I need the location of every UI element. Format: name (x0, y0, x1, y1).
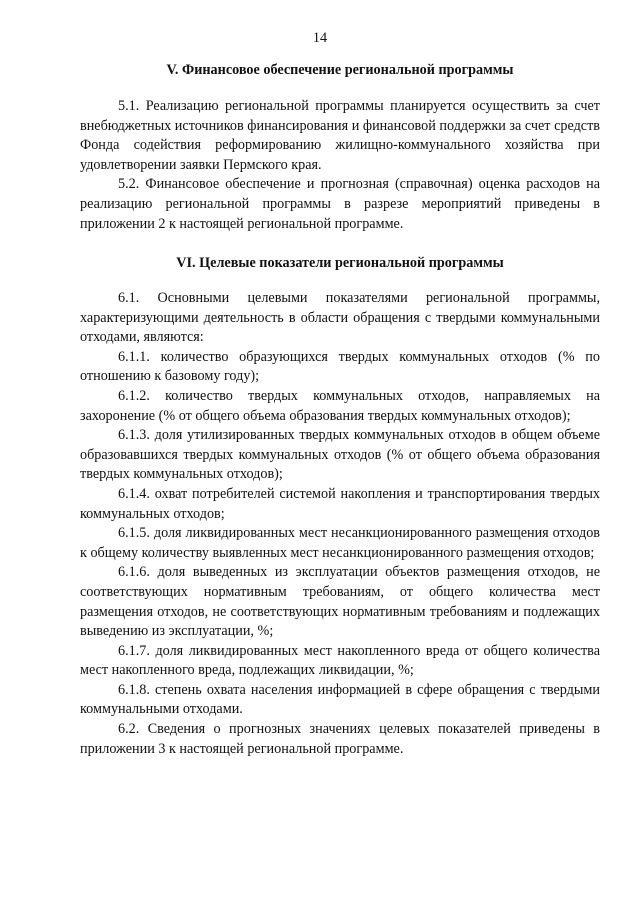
paragraph-6-1-1: 6.1.1. количество образующихся твердых коммунальных отходов (% по отношению к базовому году); (80, 348, 600, 385)
paragraph-5-1: 5.1. Реализацию региональной программы планируется осуществить за счет внебюджетных источников финансирования и финансовой поддержки за счет средств Фонда содействия реформированию жилищно-коммунального хозяйства при удовлетворении заявки Пермского края. (80, 98, 600, 173)
paragraph-5-2: 5.2. Финансовое обеспечение и прогнозная (справочная) оценка расходов на реализацию региональной программы в разрезе мероприятий приведены в приложении 2 к настоящей региональной программе. (80, 176, 600, 232)
paragraph-6-1-6: 6.1.6. доля выведенных из эксплуатации объектов размещения отходов, не соответствующих нормативным требованиям, от общего количества мест размещения отходов, не соответствующих нормативным требованиям и подлежащих выведению из эксплуатации, %; (80, 564, 600, 640)
paragraph-6-1-3: 6.1.3. доля утилизированных твердых коммунальных отходов в общем объеме образовавшихся твердых коммунальных отходов (% от общего объема образования твердых коммунальных отходов); (80, 427, 600, 483)
paragraph-6-1-5: 6.1.5. доля ликвидированных мест несанкционированного размещения отходов к общему количеству выявленных мест несанкционированного размещения отходов; (80, 525, 600, 561)
paragraph-6-2: 6.2. Сведения о прогнозных значениях целевых показателей приведены в приложении 3 к настоящей региональной программе. (80, 721, 600, 757)
section-5-body (80, 97, 600, 234)
page-number: 14 (312, 30, 328, 46)
paragraph-6-1-4: 6.1.4. охват потребителей системой накопления и транспортирования твердых коммунальных отходов; (80, 485, 600, 522)
paragraph-6-1-7: 6.1.7. доля ликвидированных мест накопленного вреда от общего количества мест накопленного вреда, подлежащих ликвидации, %; (80, 642, 600, 679)
section-6-heading: VI. Целевые показатели региональной программы (176, 255, 504, 271)
section-6-body (80, 289, 600, 759)
paragraph-6-1: 6.1. Основными целевыми показателями региональной программы, характеризующими деятельность в области обращения с твердыми коммунальными отходами, являются: (80, 290, 600, 346)
section-5-heading: V. Финансовое обеспечение региональной программы (166, 62, 514, 78)
paragraph-6-1-8: 6.1.8. степень охвата населения информацией в сфере обращения с твердыми коммунальными отходами. (80, 681, 600, 718)
paragraph-6-1-2: 6.1.2. количество твердых коммунальных отходов, направляемых на захоронение (% от общего объема образования твердых коммунальных отходов); (80, 387, 600, 424)
